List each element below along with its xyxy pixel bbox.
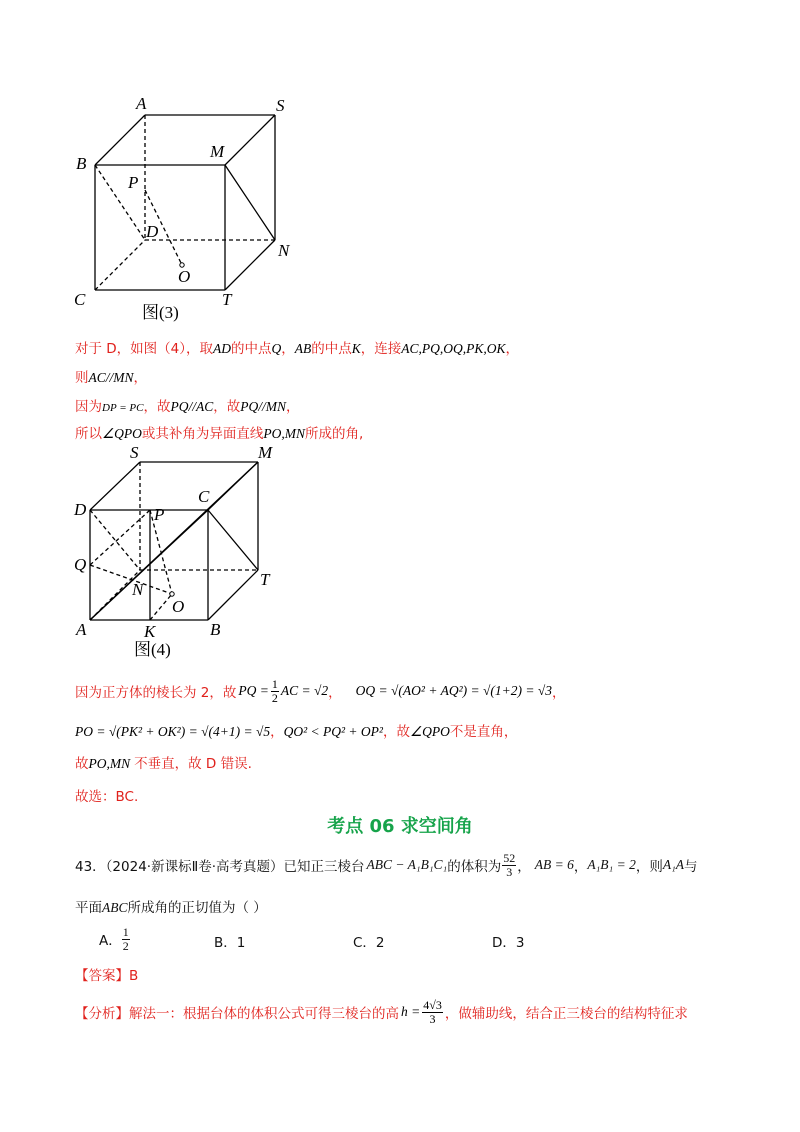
text: 【分析】解法一：根据台体的体积公式可得三棱台的高 [75,1006,399,1022]
denominator: 3 [429,1011,436,1026]
figure-3 [60,90,320,330]
math: PO = √(PK² + OK²) = √(4+1) = √5 [75,724,271,739]
label-S: S [276,96,285,115]
text: 则 [75,370,89,386]
math: A₁B₁ = 2 [587,857,636,872]
text: ， [285,399,300,415]
label-A: A [76,620,87,639]
math: PQ//MN [240,399,286,414]
math: PQ//AC [170,399,214,414]
text: 故 [75,756,89,772]
text: 所成角的正切值为（ ） [127,900,267,916]
fraction [422,999,443,1026]
numerator: 1 [271,676,278,691]
text: 因为正方体的棱长为 2，故 [75,685,237,701]
label-Q: Q [74,555,87,574]
label-T: T [222,290,232,309]
text: 的体积为 [447,859,502,875]
text: 对于 D，如图（4），取 [75,341,214,357]
label-P: P [154,505,165,524]
numerator: 4√3 [423,997,442,1012]
line-5 [75,678,566,704]
math: QO² < PQ² + OP² [283,724,383,739]
text: ， [281,341,295,357]
label-C: C [198,487,210,506]
figure-caption: 图(4) [134,640,171,659]
option-a[interactable] [99,926,130,952]
line-2 [75,366,147,386]
label-M: M [210,142,225,161]
text: ，故 [213,399,241,415]
text: 43．（2024·新课标Ⅱ卷·高考真题）已知正三棱台 [75,859,365,875]
label-N: N [132,580,144,599]
math: DP = PC [102,402,144,414]
option-b[interactable]: B．1 [214,935,246,951]
math: AC//MN [88,370,134,385]
math: AC,PQ,OQ,PK,OK [401,341,506,356]
label-O: O [178,267,191,286]
line-4 [75,422,363,442]
math: A₁A [662,857,685,872]
math: ABC − A₁B₁C₁ [366,857,448,872]
question-43-line-2 [75,896,267,916]
text: 因为 [75,399,102,415]
line-3 [75,395,299,415]
option-d[interactable]: D．3 [492,935,525,951]
text: 的中点 [231,341,272,357]
label-N: N [278,241,290,260]
math: PO,MN [263,426,305,441]
text: 所成的角, [304,426,364,442]
text: ， [270,724,284,740]
fraction [271,678,279,705]
math: AB = 6 [534,857,574,872]
label-D: D [146,222,159,241]
label-T: T [260,570,270,589]
fraction [122,926,130,953]
analysis-line [75,994,688,1030]
label-S: S [130,443,139,462]
line-6 [75,720,517,740]
denominator: 2 [122,938,129,953]
math: PO,MN [88,756,131,771]
label-A: A [136,94,147,113]
line-7 [75,752,252,772]
text: ， [573,859,588,875]
figure-4 [60,440,290,662]
numerator: 1 [122,924,129,939]
denominator: 2 [271,690,278,705]
math: K [351,341,361,356]
text: 所以 [75,426,102,442]
text: 的中点 [311,341,352,357]
label-D: D [74,500,87,519]
text: ，连接 [360,341,402,357]
text: ，则 [635,859,663,875]
text: 不是直角， [449,724,518,740]
option-letter: A． [99,933,122,949]
math: ABC [102,900,128,915]
label-O: O [172,597,185,616]
label-C: C [74,290,86,309]
text: 不垂直，故 D 错误. [134,756,252,772]
section-title: 考点 06 求空间角 [327,816,473,837]
option-c[interactable]: C．2 [353,935,385,951]
label-M: M [258,443,273,462]
math: h = [401,1004,421,1019]
text: ， [552,685,566,701]
text: 与 [684,859,698,875]
label-P: P [128,173,139,192]
text: ， [517,859,531,875]
math: ∠QPO [102,426,142,441]
math: AD [213,341,232,356]
answer-label: 【答案】B [75,968,139,984]
text: ，故 [143,399,171,415]
numerator: 52 [503,850,516,865]
text: ，做辅助线，结合正三棱台的结构特征求 [444,1006,688,1022]
math: OQ = √(AO² + AQ²) = √(1+2) = √3 [355,683,553,698]
text: ， [133,370,148,386]
figure-caption: 图(3) [142,303,179,322]
label-B: B [76,154,87,173]
text: ，故 [382,724,410,740]
denominator: 3 [506,864,513,879]
label-B: B [210,620,221,639]
text: 或其补角为异面直线 [141,426,264,442]
math: AB [294,341,312,356]
line-1 [75,337,519,357]
line-8: 故选：BC. [75,789,139,805]
math: PQ = [238,683,269,698]
math: Q [271,341,282,356]
label-K: K [144,622,156,641]
fraction [502,852,516,879]
math: AC = √2 [280,683,329,698]
text: ， [505,341,520,357]
text: 平面 [75,900,102,916]
math: ∠QPO [409,724,450,739]
question-43-line-1 [75,848,698,882]
text: ， [328,685,342,701]
